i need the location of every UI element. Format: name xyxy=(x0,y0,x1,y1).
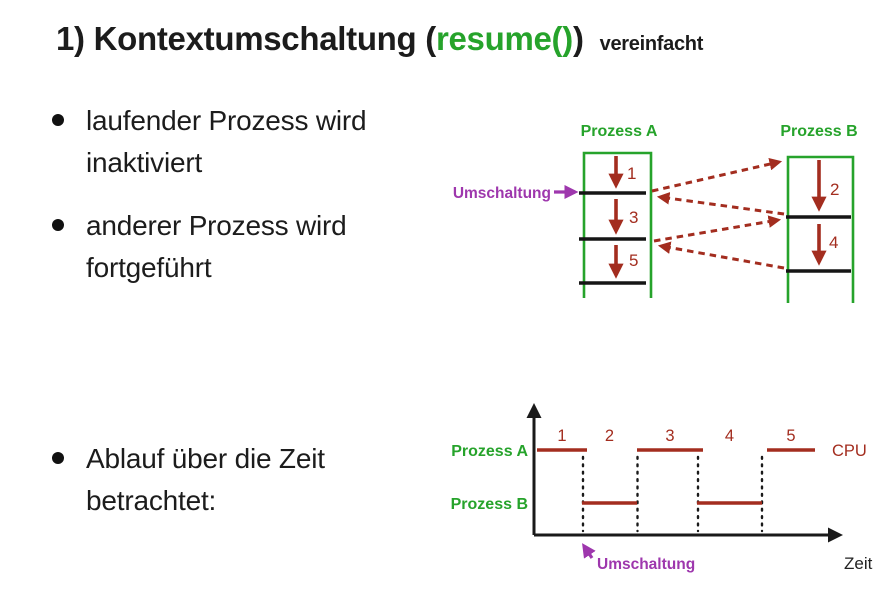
process-switch-diagram xyxy=(453,123,858,303)
segment-number-3: 3 xyxy=(629,208,639,227)
segment-number-1: 1 xyxy=(627,164,637,183)
timeline-segment-number-3: 3 xyxy=(665,427,675,445)
timeline-chart xyxy=(451,406,873,573)
segment-number-4: 4 xyxy=(829,233,839,252)
process-a-label: Prozess A xyxy=(580,123,658,140)
title-text: 1) Kontextumschaltung ( xyxy=(56,20,436,57)
timeline-plot xyxy=(537,427,815,531)
switch-arrow-b2-to-a xyxy=(661,246,784,268)
bullet-3-line-1: Ablauf über die Zeit xyxy=(86,443,325,474)
switch-arrow-a1-to-b xyxy=(652,162,779,191)
bullet-1-line-2: inaktiviert xyxy=(86,147,203,178)
title-resume-code: resume() xyxy=(435,20,573,57)
timeline-segment-number-2: 2 xyxy=(604,427,615,445)
segment-number-2: 2 xyxy=(830,180,840,199)
umschaltung-label-top: Umschaltung xyxy=(452,185,551,202)
title-close-paren: ) xyxy=(572,20,584,57)
timeline-segment-number-4: 4 xyxy=(724,427,735,445)
bullet-2-line-1: anderer Prozess wird xyxy=(86,210,347,241)
timeline-segment-number-1: 1 xyxy=(557,427,567,445)
title-note: vereinfacht xyxy=(599,33,704,55)
cpu-label: CPU xyxy=(832,442,867,460)
switch-arrow-a2-to-b xyxy=(654,220,778,241)
timeline-process-b-label: Prozess B xyxy=(450,496,528,513)
process-b-label: Prozess B xyxy=(780,123,858,140)
umschaltung-label-bottom: Umschaltung xyxy=(597,556,696,573)
timeline-segment-number-5: 5 xyxy=(786,427,796,445)
bullet-2-line-2: fortgeführt xyxy=(86,252,212,283)
umschaltung-pointer-arrow-bottom xyxy=(584,546,592,558)
segment-number-5: 5 xyxy=(629,251,639,270)
bullet-3-line-2: betrachtet: xyxy=(86,485,217,516)
switch-arrow-b1-to-a xyxy=(660,197,784,214)
bullet-1-line-1: laufender Prozess wird xyxy=(86,105,367,136)
timeline-process-a-label: Prozess A xyxy=(451,443,528,460)
zeit-axis-label: Zeit xyxy=(844,554,873,573)
